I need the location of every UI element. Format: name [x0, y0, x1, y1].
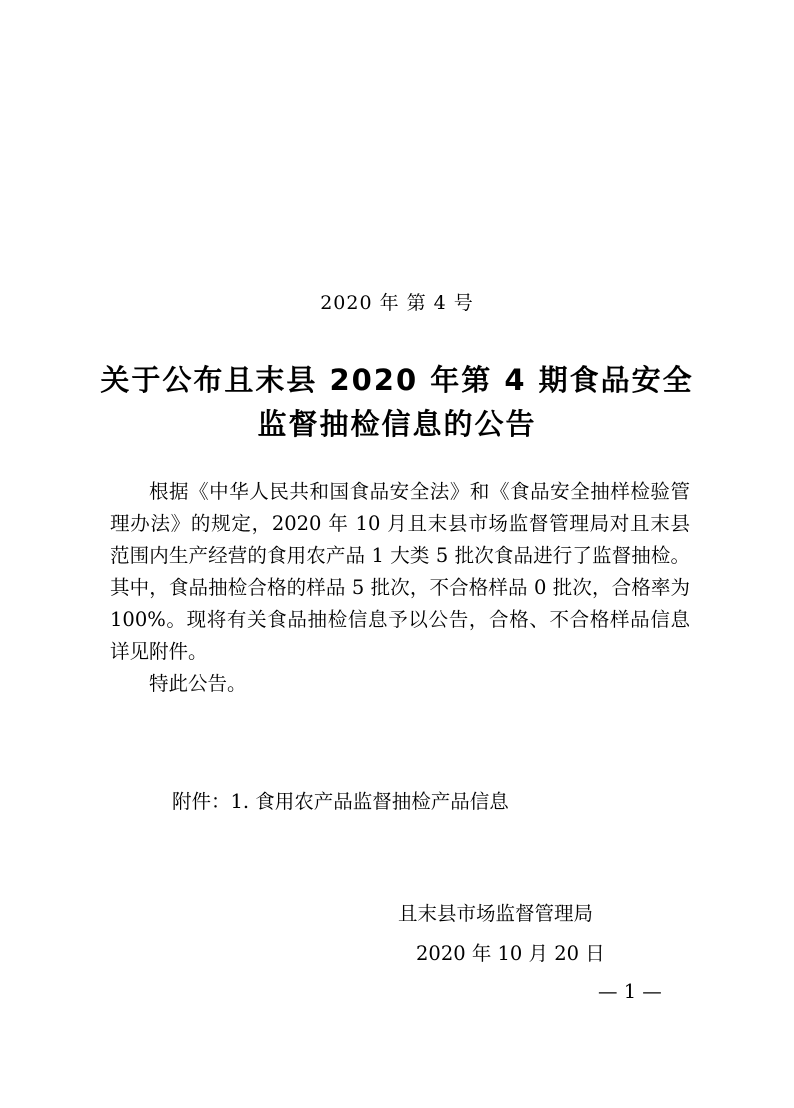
- title-line-2: 监督抽检信息的公告: [257, 407, 537, 441]
- page-number: — 1 —: [598, 980, 662, 1003]
- title-line-1: 关于公布且末县 2020 年第 4 期食品安全: [100, 363, 694, 397]
- attachment-note: 附件：1. 食用农产品监督抽检产品信息: [172, 790, 509, 813]
- issuing-authority: 且末县市场监督管理局: [398, 902, 594, 925]
- body-paragraph: 根据《中华人民共和国食品安全法》和《食品安全抽样检验管理办法》的规定，2020 年 10 月且末县市场监督管理局对且末县范围内生产经营的食用农产品 1 大类 5 批次食品进行了监督抽检。其中，食品抽检合格的样品 5 批次，不合格样品 0 批次，合格率为 100%。现将有关食品抽检信息予以公告，合格、不合格样品信息详见附件。: [110, 480, 690, 663]
- document-number: 2020 年 第 4 号: [320, 292, 474, 314]
- document-body: [110, 476, 690, 700]
- closing-paragraph: 特此公告。: [149, 672, 247, 695]
- document-title: [60, 358, 734, 446]
- issue-date: 2020 年 10 月 20 日: [416, 942, 605, 965]
